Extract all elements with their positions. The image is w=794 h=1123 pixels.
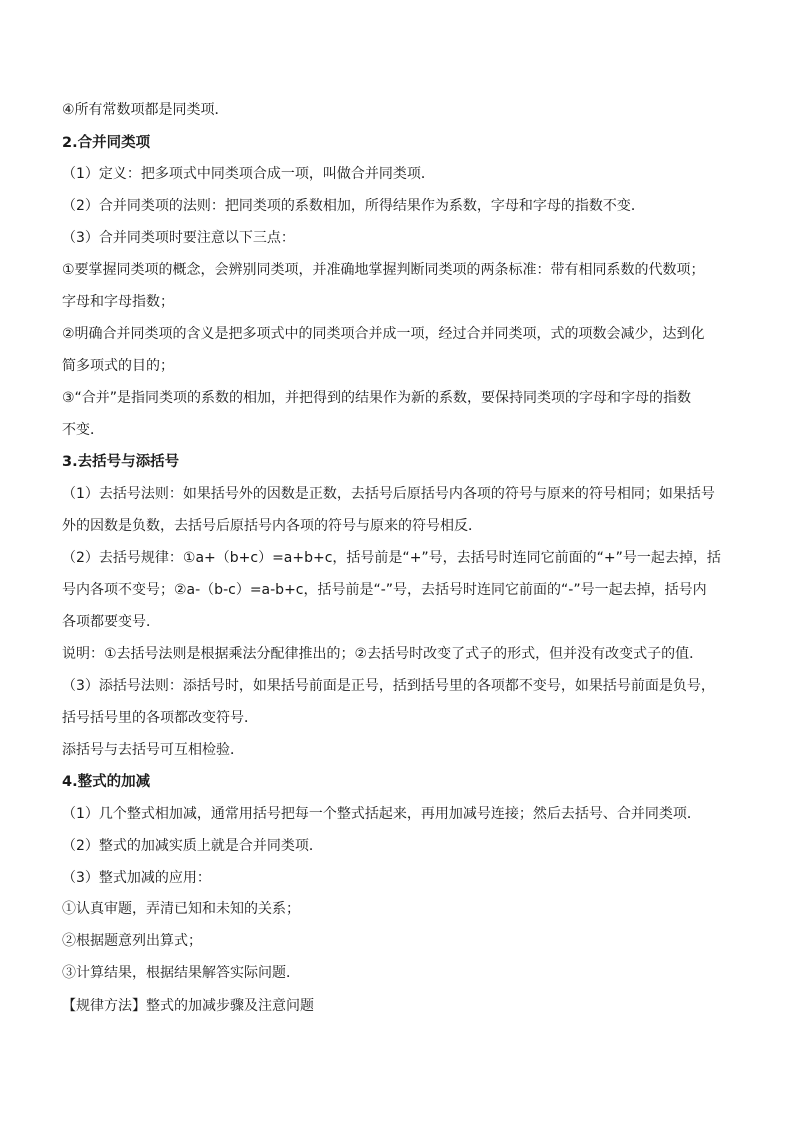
text-line: ①要掌握同类项的概念，会辨别同类项，并准确地掌握判断同类项的两条标准：带有相同系数的代数项； — [62, 262, 705, 278]
text-line: 不变． — [62, 422, 104, 438]
text-line: （2）整式的加减实质上就是合并同类项． — [62, 838, 323, 854]
text-line: 字母和字母指数； — [62, 294, 174, 310]
text-line: ③“合并”是指同类项的系数的相加，并把得到的结果作为新的系数，要保持同类项的字母和字母的指数 — [62, 390, 692, 406]
text-line: （3）合并同类项时要注意以下三点： — [62, 230, 295, 246]
text-line: 【规律方法】整式的加减步骤及注意问题 — [62, 998, 314, 1014]
text-line: （2）合并同类项的法则：把同类项的系数相加，所得结果作为系数，字母和字母的指数不变． — [62, 198, 645, 214]
text-line: ①认真审题，弄清已知和未知的关系； — [62, 902, 300, 917]
text-line: 号内各项不变号；②a-（b-c）=a-b+c，括号前是“-”号，去括号时连同它前面的“-”号一起去掉，括号内 — [62, 582, 707, 598]
text-line: （3）添括号法则：添括号时，如果括号前面是正号，括到括号里的各项都不变号，如果括号前面是负号， — [62, 678, 715, 694]
text-line: （1）几个整式相加减，通常用括号把每一个整式括起来，再用加减号连接；然后去括号、合并同类项． — [62, 806, 701, 822]
section-heading: 2.合并同类项 — [62, 135, 151, 151]
section-heading: 3.去括号与添括号 — [62, 454, 180, 470]
text-line: ④所有常数项都是同类项． — [62, 102, 229, 118]
text-line: 简多项式的目的； — [62, 358, 174, 374]
text-line: 外的因数是负数，去括号后原括号内各项的符号与原来的符号相反． — [62, 518, 482, 534]
text-line: 各项都要变号． — [62, 614, 160, 630]
text-line: （1）去括号法则：如果括号外的因数是正数，去括号后原括号内各项的符号与原来的符号相同；如果括号 — [62, 486, 715, 502]
text-line: 说明：①去括号法则是根据乘法分配律推出的；②去括号时改变了式子的形式，但并没有改变式子的值． — [62, 646, 704, 662]
text-line: ③计算结果，根据结果解答实际问题． — [62, 966, 300, 981]
section-heading: 4.整式的加减 — [62, 774, 151, 790]
text-line: 括号括号里的各项都改变符号． — [62, 710, 258, 726]
text-line: （2）去括号规律：①a+（b+c）=a+b+c，括号前是“+”号，去括号时连同它前面的“+”号一起去掉，括 — [62, 550, 721, 566]
text-line: ②根据题意列出算式； — [62, 934, 202, 949]
text-line: ②明确合并同类项的含义是把多项式中的同类项合并成一项，经过合并同类项，式的项数会减少，达到化 — [62, 326, 705, 342]
text-line: 添括号与去括号可互相检验． — [62, 742, 244, 758]
text-line: （3）整式加减的应用： — [62, 870, 211, 886]
text-line: （1）定义：把多项式中同类项合成一项，叫做合并同类项． — [62, 166, 435, 182]
